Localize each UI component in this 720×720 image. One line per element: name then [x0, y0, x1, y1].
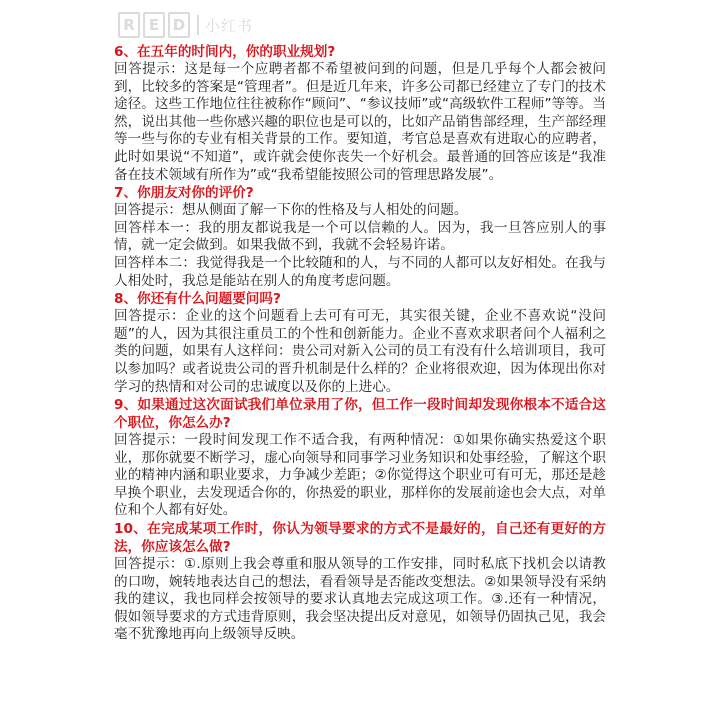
answer-paragraph: 回答提示：①.原则上我会尊重和服从领导的工作安排，同时私底下找机会以请教的口吻，婉转地表达自己的想法，看看领导是否能改变想法。②如果领导没有采纳我的建议，我也同样会按领导的要求认真地去完成这项工作。③.还有一种情况，假如领导要求的方式违背原则，我会坚决提出反对意见，如领导仍固执己见，我会毫不犹豫地再向上级领导反映。 — [114, 556, 606, 643]
answer-paragraph: 回答提示：这是每一个应聘者都不希望被问到的问题，但是几乎每个人都会被问到，比较多的答案是“管理者”。但是近几年来，许多公司都已经建立了专门的技术途径。这些工作地位往往被称作“顾问”、“参议技师”或“高级软件工程师”等等。当然，说出其他一些你感兴趣的职位也是可以的，比如产品销售部经理，生产部经理等一些与你的专业有相关背景的工作。要知道，考官总是喜欢有进取心的应聘者，此时如果说“不知道”，或许就会使你丧失一个好机会。最普通的回答应该是“我准备在技术领域有所作为”或“我希望能按照公司的管理思路发展”。 — [114, 61, 606, 183]
question-heading: 9、如果通过这次面试我们单位录用了你，但工作一段时间却发现你根本不适合这个职位，你怎么办? — [114, 397, 606, 432]
section-question-10 — [114, 520, 606, 644]
section-question-7 — [114, 184, 606, 290]
watermark-divider — [197, 15, 199, 35]
section-question-6 — [114, 43, 606, 184]
answer-paragraph: 回答提示：一段时间发现工作不适合我，有两种情况：①如果你确实热爱这个职业，那你就要不断学习，虚心向领导和同事学习业务知识和处事经验，了解这个职业的精神内涵和职业要求，力争减少差距；②你觉得这个职业可有可无，那还是趁早换个职业，去发现适合你的，你热爱的职业，那样你的发展前途也会大点，对单位和个人都有好处。 — [114, 432, 606, 519]
answer-paragraph: 回答样本二：我觉得我是一个比较随和的人，与不同的人都可以友好相处。在我与人相处时，我总是能站在别人的角度考虑问题。 — [114, 254, 606, 289]
question-heading: 8、你还有什么问题要问吗? — [114, 291, 281, 308]
section-question-9 — [114, 396, 606, 520]
question-heading: 10、在完成某项工作时，你认为领导要求的方式不是最好的，自己还有更好的方法，你应该怎么做? — [114, 521, 606, 556]
section-question-8 — [114, 290, 606, 396]
answer-paragraph: 回答提示：想从侧面了解一下你的性格及与人相处的问题。 — [114, 202, 468, 219]
watermark-letter-e: E — [143, 12, 165, 38]
question-heading: 7、你朋友对你的评价? — [114, 185, 254, 202]
watermark-text: 小红书 — [205, 16, 254, 35]
watermark-letter-r: R — [118, 12, 140, 38]
answer-paragraph: 回答样本一：我的朋友都说我是一个可以信赖的人。因为，我一旦答应别人的事情，就一定会做到。如果我做不到，我就不会轻易许诺。 — [114, 219, 606, 254]
answer-paragraph: 回答提示：企业的这个问题看上去可有可无，其实很关键，企业不喜欢说“没问题”的人，因为其很注重员工的个性和创新能力。企业不喜欢求职者问个人福利之类的问题，如果有人这样问：贵公司对新入公司的员工有没有什么培训项目，我可以参加吗？或者说贵公司的晋升机制是什么样的？企业将很欢迎，因为体现出你对学习的热情和对公司的忠诚度以及你的上进心。 — [114, 308, 606, 395]
watermark-letter-d: D — [168, 12, 190, 38]
question-heading: 6、在五年的时间内，你的职业规划? — [114, 44, 336, 60]
document-body — [114, 43, 606, 644]
red-watermark-logo — [118, 12, 253, 38]
